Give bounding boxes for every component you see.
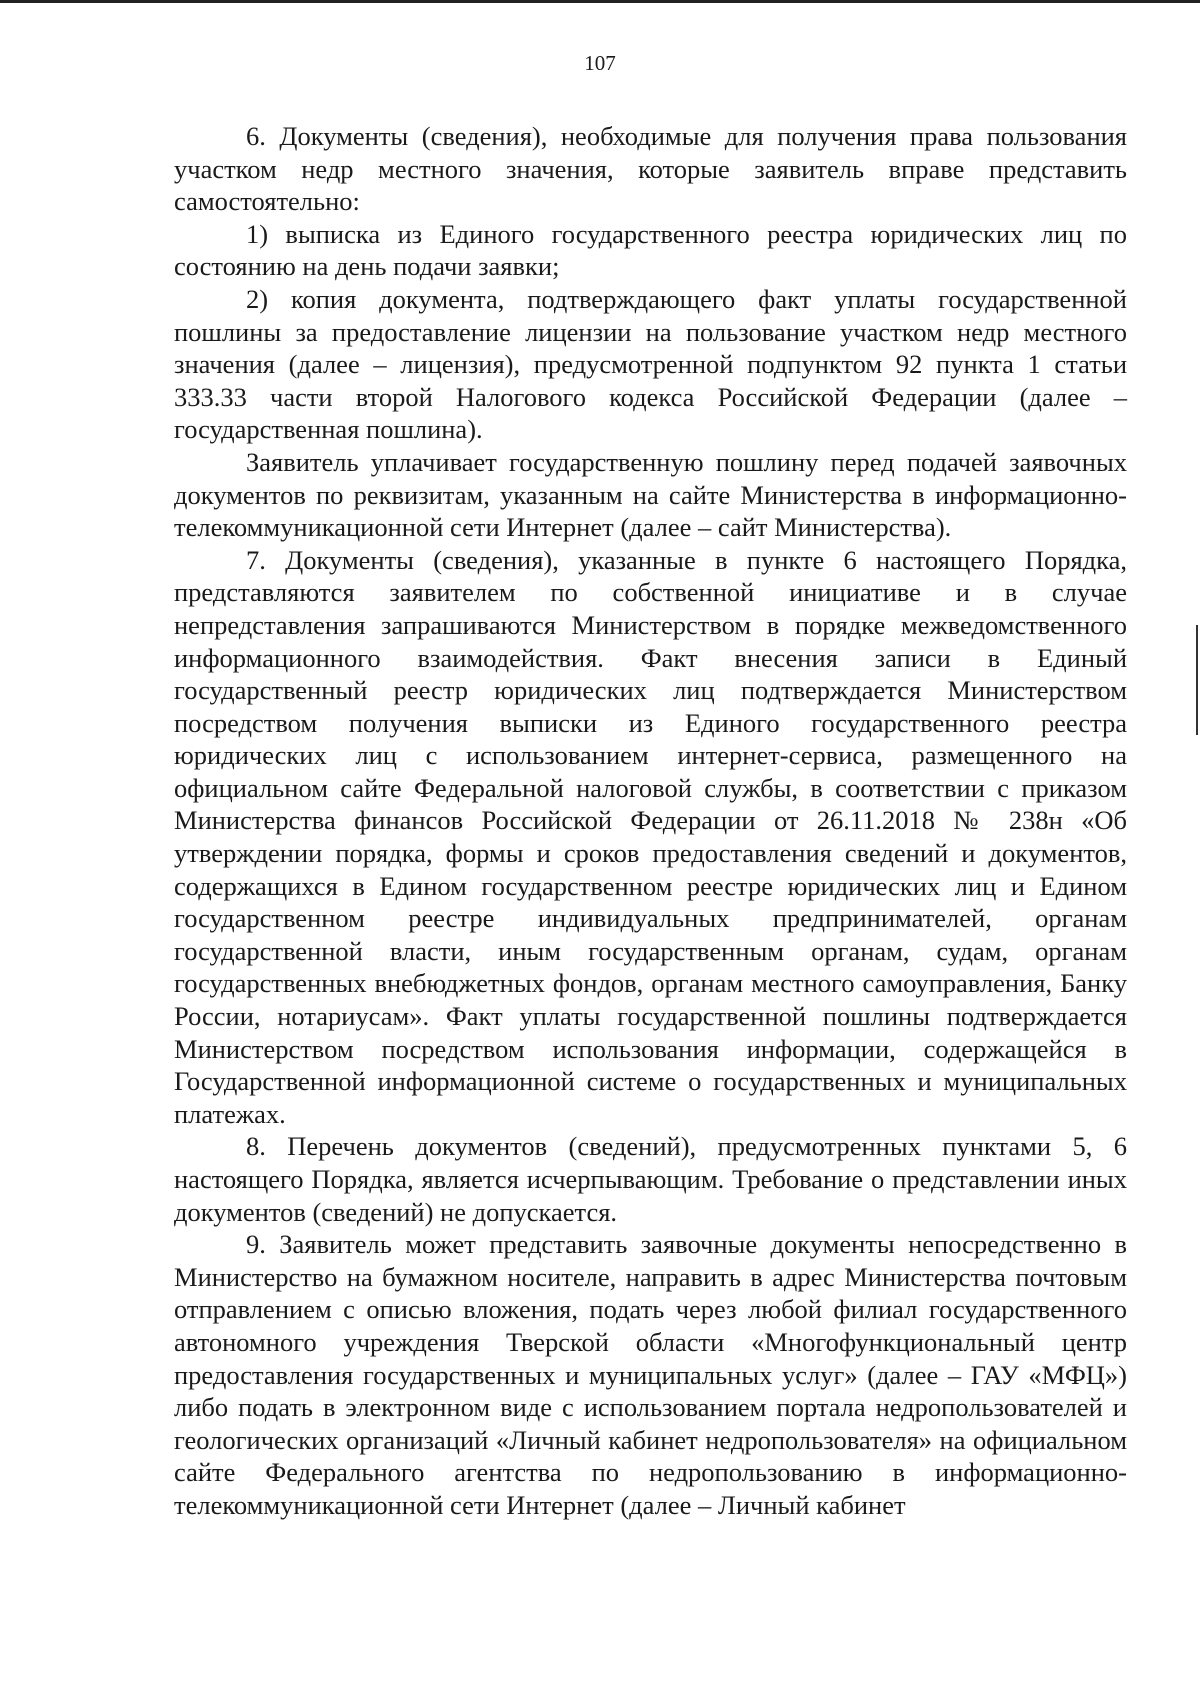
top-border-line (0, 0, 1200, 3)
paragraph-subitem-1: 1) выписка из Единого государственного реестра юридических лиц по состоянию на день подачи заявки; (174, 218, 1127, 282)
paragraph-subitem-2: 2) копия документа, подтверждающего факт уплаты государственной пошлины за предоставление лицензии на пользование участком недр местного значения (далее – лицензия), предусмотренной подпунктом 92 пункта 1 статьи 333.33 части второй Налогового кодекса Российской Федерации (далее – государственная пошлина). (174, 283, 1127, 445)
paragraph-item-6: 6. Документы (сведения), необходимые для получения права пользования участком недр местного значения, которые заявитель вправе представить самостоятельно: (174, 121, 1127, 217)
document-body (174, 120, 1127, 1522)
scan-edge-mark (1196, 625, 1198, 735)
page-number: 107 (584, 51, 616, 75)
paragraph-item-9: 9. Заявитель может представить заявочные документы непосредственно в Министерство на бумажном носителе, направить в адрес Министерства почтовым отправлением с описью вложения, подать через любой филиал государственного автономного учреждения Тверской области «Многофункциональный центр предоставления государственных и муниципальных услуг» (далее – ГАУ «МФЦ») либо подать в электронном виде с использованием портала недропользователей и геологических организаций «Личный кабинет недропользователя» на официальном сайте Федерального агентства по недропользованию в информационно-телекоммуникационной сети Интернет (далее – Личный кабинет (174, 1229, 1127, 1520)
paragraph-item-8: 8. Перечень документов (сведений), предусмотренных пунктами 5, 6 настоящего Порядка, является исчерпывающим. Требование о представлении иных документов (сведений) не допускается. (174, 1131, 1127, 1227)
paragraph-item-7: 7. Документы (сведения), указанные в пункте 6 настоящего Порядка, представляются заявителем по собственной инициативе и в случае непредставления запрашиваются Министерством в порядке межведомственного информационного взаимодействия. Факт внесения записи в Единый государственный реестр юридических лиц подтверждается Министерством посредством получения выписки из Единого государственного реестра юридических лиц с использованием интернет-сервиса, размещенного на официальном сайте Федеральной налоговой службы, в соответствии с приказом Министерства финансов Российской Федерации от 26.11.2018 № 238н «Об утверждении порядка, формы и сроков предоставления сведений и документов, содержащихся в Едином государственном реестре юридических лиц и Едином государственном реестре индивидуальных предпринимателей, органам государственной власти, иным государственным органам, судам, органам государственных внебюджетных фондов, органам местного самоуправления, Банку России, нотариусам». Факт уплаты государственной пошлины подтверждается Министерством посредством использования информации, содержащейся в Государственной информационной системе о государственных и муниципальных платежах. (174, 544, 1127, 1129)
paragraph-fee-payment: Заявитель уплачивает государственную пошлину перед подачей заявочных документов по реквизитам, указанным на сайте Министерства в информационно-телекоммуникационной сети Интернет (далее – сайт Министерства). (174, 446, 1127, 543)
